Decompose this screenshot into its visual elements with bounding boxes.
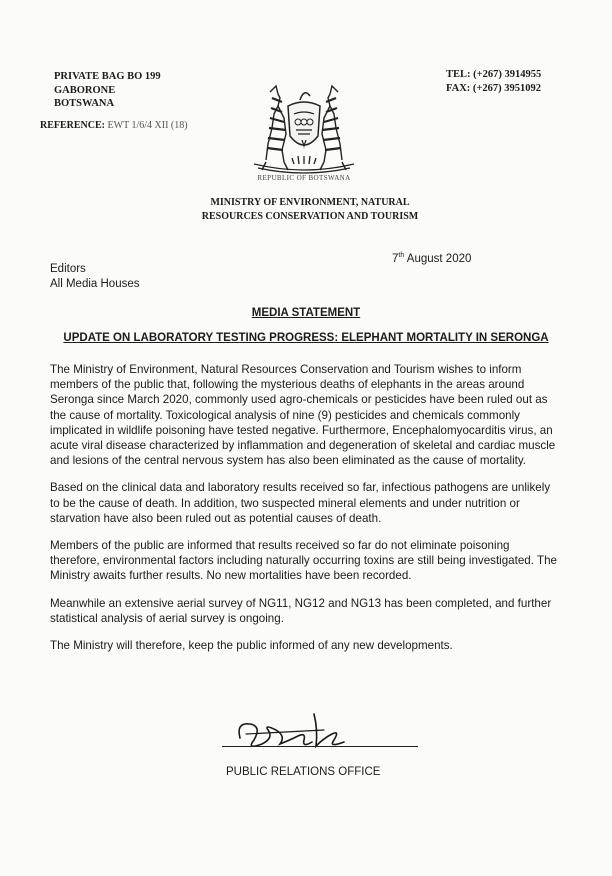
body-paragraph: The Ministry of Environment, Natural Resources Conservation and Tourism wishes to inform members of the public that, following the mysterious deaths of elephants in the areas around Seronga since March 2020, commonly used agro-chemicals or pesticides have been ruled out as the cause of mortality. Toxicological analysis of nine (9) pesticides and chemicals commonly implicated in wildlife poisoning have tested negative. Furthermore, Encephalomyocarditis virus, an acute viral disease characterized by inflammation and degeneration of skeletal and cardiac muscle and lesions of the central nervous system has also been eliminated as the cause of mortality. <box>50 363 556 468</box>
date-month-year: August 2020 <box>404 252 472 265</box>
body-paragraph: Members of the public are informed that results received so far do not eliminate poisoning therefore, environmental factors including naturally occurring toxins are still being investigated. The Ministry awaits further results. No new mortalities have been recorded. <box>50 539 557 583</box>
statement-subtitle: UPDATE ON LABORATORY TESTING PROGRESS: ELEPHANT MORTALITY IN SERONGA <box>63 332 549 344</box>
statement-body <box>50 362 562 665</box>
recipient-line: All Media Houses <box>50 278 140 290</box>
reference-label: REFERENCE: <box>40 120 106 131</box>
body-paragraph: Meanwhile an extensive aerial survey of NG11, NG12 and NG13 has been completed, and further statistical analysis of aerial survey is ongoing. <box>50 596 552 625</box>
signature-line <box>222 746 418 747</box>
recipients <box>50 262 139 292</box>
shield-icon <box>288 102 320 146</box>
address-line: BOTSWANA <box>54 98 115 109</box>
ministry-name-line: RESOURCES CONSERVATION AND TOURISM <box>201 211 419 222</box>
handwritten-signature <box>228 700 428 760</box>
fax-number: FAX: (+267) 3951092 <box>446 83 542 94</box>
date-day: 7 <box>392 252 399 265</box>
ministry-name-line: MINISTRY OF ENVIRONMENT, NATURAL <box>210 197 410 208</box>
statement-title: MEDIA STATEMENT <box>251 307 361 319</box>
ministry-name <box>150 196 470 224</box>
address-line: GABORONE <box>54 84 116 96</box>
date-ordinal-suffix: th <box>398 252 405 259</box>
tusk-icon <box>300 93 310 100</box>
reference-code: EWT 1/6/4 XII (18) <box>107 120 188 131</box>
body-paragraph: The Ministry will therefore, keep the public informed of any new developments. <box>50 639 453 653</box>
motto-scroll-icon <box>254 156 354 173</box>
recipient-line: Editors <box>50 263 86 275</box>
tel-number: TEL: (+267) 3914955 <box>446 69 542 80</box>
sender-address <box>54 70 161 111</box>
zebra-right-icon <box>320 86 346 170</box>
republic-caption: REPUBLIC OF BOTSWANA <box>257 174 351 182</box>
body-paragraph: Based on the clinical data and laboratory results received so far, infectious pathogens are unlikely to be the cause of death. In addition, two suspected mineral elements and under nutrition or starvation have also been ruled out as potential causes of death. <box>50 481 551 525</box>
coat-of-arms-emblem <box>248 84 360 174</box>
reference <box>40 120 188 131</box>
letter-date <box>392 252 471 265</box>
signatory-office: PUBLIC RELATIONS OFFICE <box>226 766 381 778</box>
contact-block <box>446 68 541 96</box>
zebra-left-icon <box>262 86 288 170</box>
address-line: PRIVATE BAG BO 199 <box>54 71 161 82</box>
